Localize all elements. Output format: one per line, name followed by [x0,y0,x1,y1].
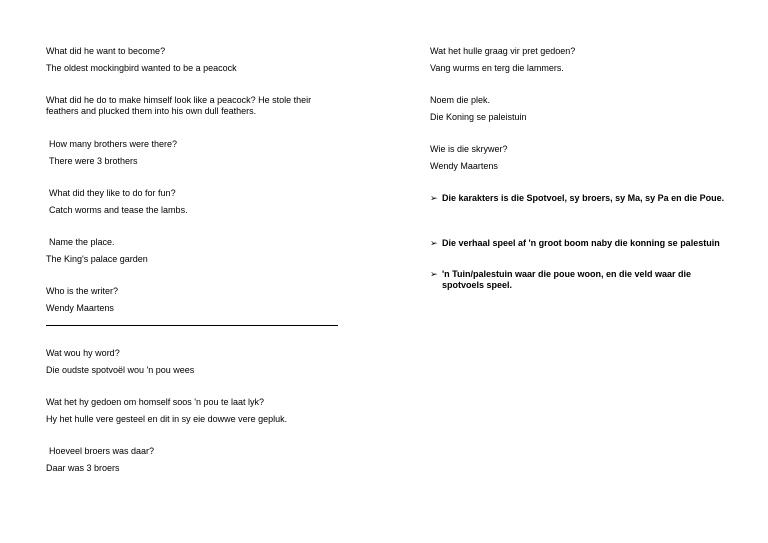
question-fun: What did they like to do for fun? [49,188,176,198]
bullet-text-verhaal: Die verhaal speel af 'n groot boom naby die konning se palestuin [442,238,720,248]
arrow-bullet-icon: ➢ [430,238,438,248]
list-item [430,193,730,215]
answer-how-many-brothers: There were 3 brothers [49,156,138,166]
question-how-many-brothers: How many brothers were there? [49,139,178,149]
question-place: Name the place. [49,237,115,247]
vraag-word: Wat wou hy word? [46,348,120,358]
answer-fun: Catch worms and tease the lambs. [49,205,188,215]
arrow-bullet-icon: ➢ [430,269,438,279]
list-item [430,269,730,291]
vraag-pret: Wat het hulle graag vir pret gedoen? [430,46,576,56]
answer-writer: Wendy Maartens [46,303,114,313]
antwoord-plek: Die Koning se paleistuin [430,112,527,122]
answer-want-to-become: The oldest mockingbird wanted to be a peacock [46,63,237,73]
antwoord-word: Die oudste spotvoël wou 'n pou wees [46,365,195,375]
list-item [430,238,740,249]
bullet-text-tuin: 'n Tuin/palestuin waar die poue woon, en die veld waar die spotvoels speel. [442,269,692,290]
vraag-plek: Noem die plek. [430,95,491,105]
antwoord-skrywer: Wendy Maartens [430,161,498,171]
question-want-to-become: What did he want to become? [46,46,166,56]
arrow-bullet-icon: ➢ [430,193,438,203]
antwoord-pou-lyk: Hy het hulle vere gesteel en dit in sy eie dowwe vere gepluk. [46,414,288,424]
question-answer-peacock-look: What did he do to make himself look like a peacock? He stole their feathers and plucked them into his own dull feathers. [46,95,312,116]
answer-place: The King's palace garden [46,254,148,264]
vraag-pou-lyk: Wat het hy gedoen om homself soos 'n pou te laat lyk? [46,397,265,407]
bullet-text-karakters: Die karakters is die Spotvoel, sy broers, sy Ma, sy Pa en die Poue. [442,193,725,203]
antwoord-broers: Daar was 3 broers [46,463,120,473]
antwoord-pret: Vang wurms en terg die lammers. [430,63,564,73]
divider-line [46,325,338,326]
vraag-broers: Hoeveel broers was daar? [49,446,155,456]
question-writer: Who is the writer? [46,286,119,296]
vraag-skrywer: Wie is die skrywer? [430,144,508,154]
